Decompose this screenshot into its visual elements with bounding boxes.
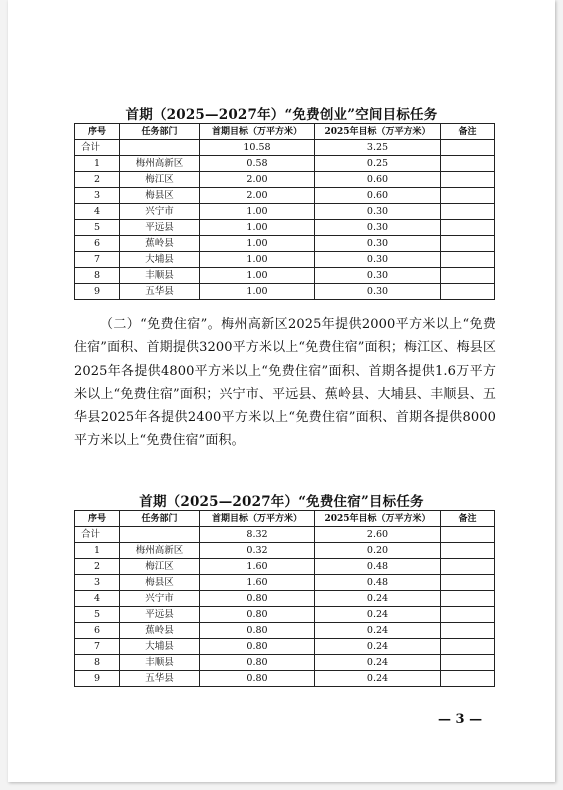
table2-cell-2025-target: 0.48: [315, 575, 441, 591]
table2-cell-index: 9: [75, 671, 120, 687]
table2-cell-first-target: 1.60: [200, 575, 315, 591]
table1-cell-2025-target: 0.30: [315, 220, 441, 236]
table-row: [75, 204, 495, 220]
table2-cell-department: 平远县: [120, 607, 200, 623]
table2-cell-department: 丰顺县: [120, 655, 200, 671]
table-row: [75, 607, 495, 623]
table2-cell-index: 3: [75, 575, 120, 591]
table1-cell-remarks: [441, 172, 495, 188]
table2-cell-remarks: [441, 671, 495, 687]
table1-header-row: [75, 124, 495, 140]
table2-cell-first-target: 1.60: [200, 559, 315, 575]
table-row: [75, 140, 495, 156]
table-row: [75, 559, 495, 575]
table2-cell-first-target: 0.80: [200, 639, 315, 655]
table1-cell-index: 4: [75, 204, 120, 220]
table2-cell-remarks: [441, 591, 495, 607]
table2-cell-department: 大埔县: [120, 639, 200, 655]
table1-cell-department: 兴宁市: [120, 204, 200, 220]
table2-header-index: 序号: [75, 511, 120, 527]
table1-cell-index: 9: [75, 284, 120, 300]
table1-cell-remarks: [441, 268, 495, 284]
table2-cell-department: 梅县区: [120, 575, 200, 591]
table-row: [75, 527, 495, 543]
table1-cell-first-target: 2.00: [200, 188, 315, 204]
table2-title: 首期（2025—2027年）“免费住宿”目标任务: [139, 494, 424, 510]
table1-cell-index: 8: [75, 268, 120, 284]
table1-cell-index: 5: [75, 220, 120, 236]
table2-cell-2025-target: 0.48: [315, 559, 441, 575]
table2-cell-2025-target: 0.24: [315, 671, 441, 687]
table2-cell-index: 7: [75, 639, 120, 655]
document-page: [8, 0, 555, 782]
table1-cell-first-target: 1.00: [200, 236, 315, 252]
table2-cell-remarks: [441, 639, 495, 655]
table1: [74, 123, 495, 300]
table2-cell-2025-target: 0.24: [315, 591, 441, 607]
table1-header-first-target: 首期目标（万平方米）: [200, 124, 315, 140]
table1-header-index: 序号: [75, 124, 120, 140]
table1-cell-remarks: [441, 220, 495, 236]
table2-cell-first-target: 0.80: [200, 655, 315, 671]
table1-cell-2025-target: 0.30: [315, 204, 441, 220]
table2-cell-2025-target: 0.24: [315, 607, 441, 623]
table2-cell-index: 6: [75, 623, 120, 639]
table-row: [75, 575, 495, 591]
table-row: [75, 252, 495, 268]
table1-cell-2025-target: 0.25: [315, 156, 441, 172]
table2-cell-2025-target: 0.24: [315, 623, 441, 639]
table2-cell-remarks: [441, 623, 495, 639]
table1-cell-department: 平远县: [120, 220, 200, 236]
table2-cell-remarks: [441, 559, 495, 575]
table1-cell-index: 2: [75, 172, 120, 188]
table2-cell-first-target: 0.80: [200, 623, 315, 639]
table1-cell-first-target: 1.00: [200, 252, 315, 268]
table2-cell-index: 2: [75, 559, 120, 575]
table1-cell-department: [120, 140, 200, 156]
table1-cell-first-target: 1.00: [200, 220, 315, 236]
table2-cell-remarks: [441, 655, 495, 671]
table1-cell-first-target: 1.00: [200, 204, 315, 220]
table1-cell-remarks: [441, 156, 495, 172]
table1-cell-first-target: 0.58: [200, 156, 315, 172]
table1-cell-department: 大埔县: [120, 252, 200, 268]
table-row: [75, 268, 495, 284]
table1-cell-2025-target: 0.30: [315, 284, 441, 300]
table2: [74, 510, 495, 687]
table2-header-department: 任务部门: [120, 511, 200, 527]
table-row: [75, 671, 495, 687]
table1-cell-remarks: [441, 236, 495, 252]
table2-cell-2025-target: 0.24: [315, 639, 441, 655]
table2-header-row: [75, 511, 495, 527]
table1-cell-2025-target: 0.60: [315, 188, 441, 204]
table1-cell-index: 合计: [75, 140, 120, 156]
table1-cell-remarks: [441, 140, 495, 156]
table1-cell-department: 梅江区: [120, 172, 200, 188]
table1-cell-remarks: [441, 284, 495, 300]
table2-cell-index: 8: [75, 655, 120, 671]
table2-cell-first-target: 0.32: [200, 543, 315, 559]
table2-cell-index: 5: [75, 607, 120, 623]
table2-header-first-target: 首期目标（万平方米）: [200, 511, 315, 527]
table2-cell-remarks: [441, 607, 495, 623]
table2-cell-remarks: [441, 575, 495, 591]
table1-cell-2025-target: 3.25: [315, 140, 441, 156]
table-row: [75, 220, 495, 236]
table-row: [75, 284, 495, 300]
table-row: [75, 623, 495, 639]
table-row: [75, 543, 495, 559]
table2-cell-first-target: 8.32: [200, 527, 315, 543]
table1-header-department: 任务部门: [120, 124, 200, 140]
table1-cell-department: 蕉岭县: [120, 236, 200, 252]
table2-cell-first-target: 0.80: [200, 591, 315, 607]
table1-cell-department: 梅县区: [120, 188, 200, 204]
table-row: [75, 639, 495, 655]
table2-cell-2025-target: 0.24: [315, 655, 441, 671]
table2-header-remarks: 备注: [441, 511, 495, 527]
table1-cell-index: 1: [75, 156, 120, 172]
table-row: [75, 655, 495, 671]
table2-cell-department: 五华县: [120, 671, 200, 687]
table1-header-remarks: 备注: [441, 124, 495, 140]
table2-cell-index: 1: [75, 543, 120, 559]
table2-cell-remarks: [441, 543, 495, 559]
table2-cell-department: [120, 527, 200, 543]
table1-cell-department: 五华县: [120, 284, 200, 300]
table1-cell-index: 6: [75, 236, 120, 252]
table1-cell-first-target: 10.58: [200, 140, 315, 156]
table2-cell-department: 梅州高新区: [120, 543, 200, 559]
table2-cell-first-target: 0.80: [200, 607, 315, 623]
table1-header-2025-target: 2025年目标（万平方米）: [315, 124, 441, 140]
table2-cell-index: 合计: [75, 527, 120, 543]
table1-cell-2025-target: 0.30: [315, 268, 441, 284]
table1-cell-2025-target: 0.30: [315, 236, 441, 252]
table1-cell-remarks: [441, 188, 495, 204]
table-row: [75, 236, 495, 252]
table2-cell-remarks: [441, 527, 495, 543]
table1-cell-remarks: [441, 252, 495, 268]
table1-title: 首期（2025—2027年）“免费创业”空间目标任务: [125, 107, 438, 123]
table2-cell-2025-target: 0.20: [315, 543, 441, 559]
table-row: [75, 172, 495, 188]
table2-cell-department: 蕉岭县: [120, 623, 200, 639]
table2-cell-department: 兴宁市: [120, 591, 200, 607]
table2-header-2025-target: 2025年目标（万平方米）: [315, 511, 441, 527]
table1-cell-department: 梅州高新区: [120, 156, 200, 172]
table2-cell-department: 梅江区: [120, 559, 200, 575]
table1-cell-first-target: 1.00: [200, 284, 315, 300]
table1-cell-index: 3: [75, 188, 120, 204]
table1-cell-first-target: 2.00: [200, 172, 315, 188]
table1-cell-index: 7: [75, 252, 120, 268]
body-paragraph: （二）“免费住宿”。梅州高新区2025年提供2000平方米以上“免费住宿”面积、首期提供3200平方米以上“免费住宿”面积；梅江区、梅县区2025年各提供4800平方米以上“免费住宿”面积、首期各提供1.6万平方米以上“免费住宿”面积；兴宁市、平远县、蕉岭县、大埔县、丰顺县、五华县2025年各提供2400平方米以上“免费住宿”面积、首期各提供8000平方米以上“免费住宿”面积。: [74, 317, 496, 449]
table1-cell-2025-target: 0.30: [315, 252, 441, 268]
page-number: — 3 —: [438, 712, 483, 727]
table1-cell-first-target: 1.00: [200, 268, 315, 284]
table2-cell-first-target: 0.80: [200, 671, 315, 687]
table-row: [75, 156, 495, 172]
table1-cell-2025-target: 0.60: [315, 172, 441, 188]
table2-cell-2025-target: 2.60: [315, 527, 441, 543]
table2-cell-index: 4: [75, 591, 120, 607]
table-row: [75, 188, 495, 204]
table1-cell-department: 丰顺县: [120, 268, 200, 284]
table-row: [75, 591, 495, 607]
table1-cell-remarks: [441, 204, 495, 220]
